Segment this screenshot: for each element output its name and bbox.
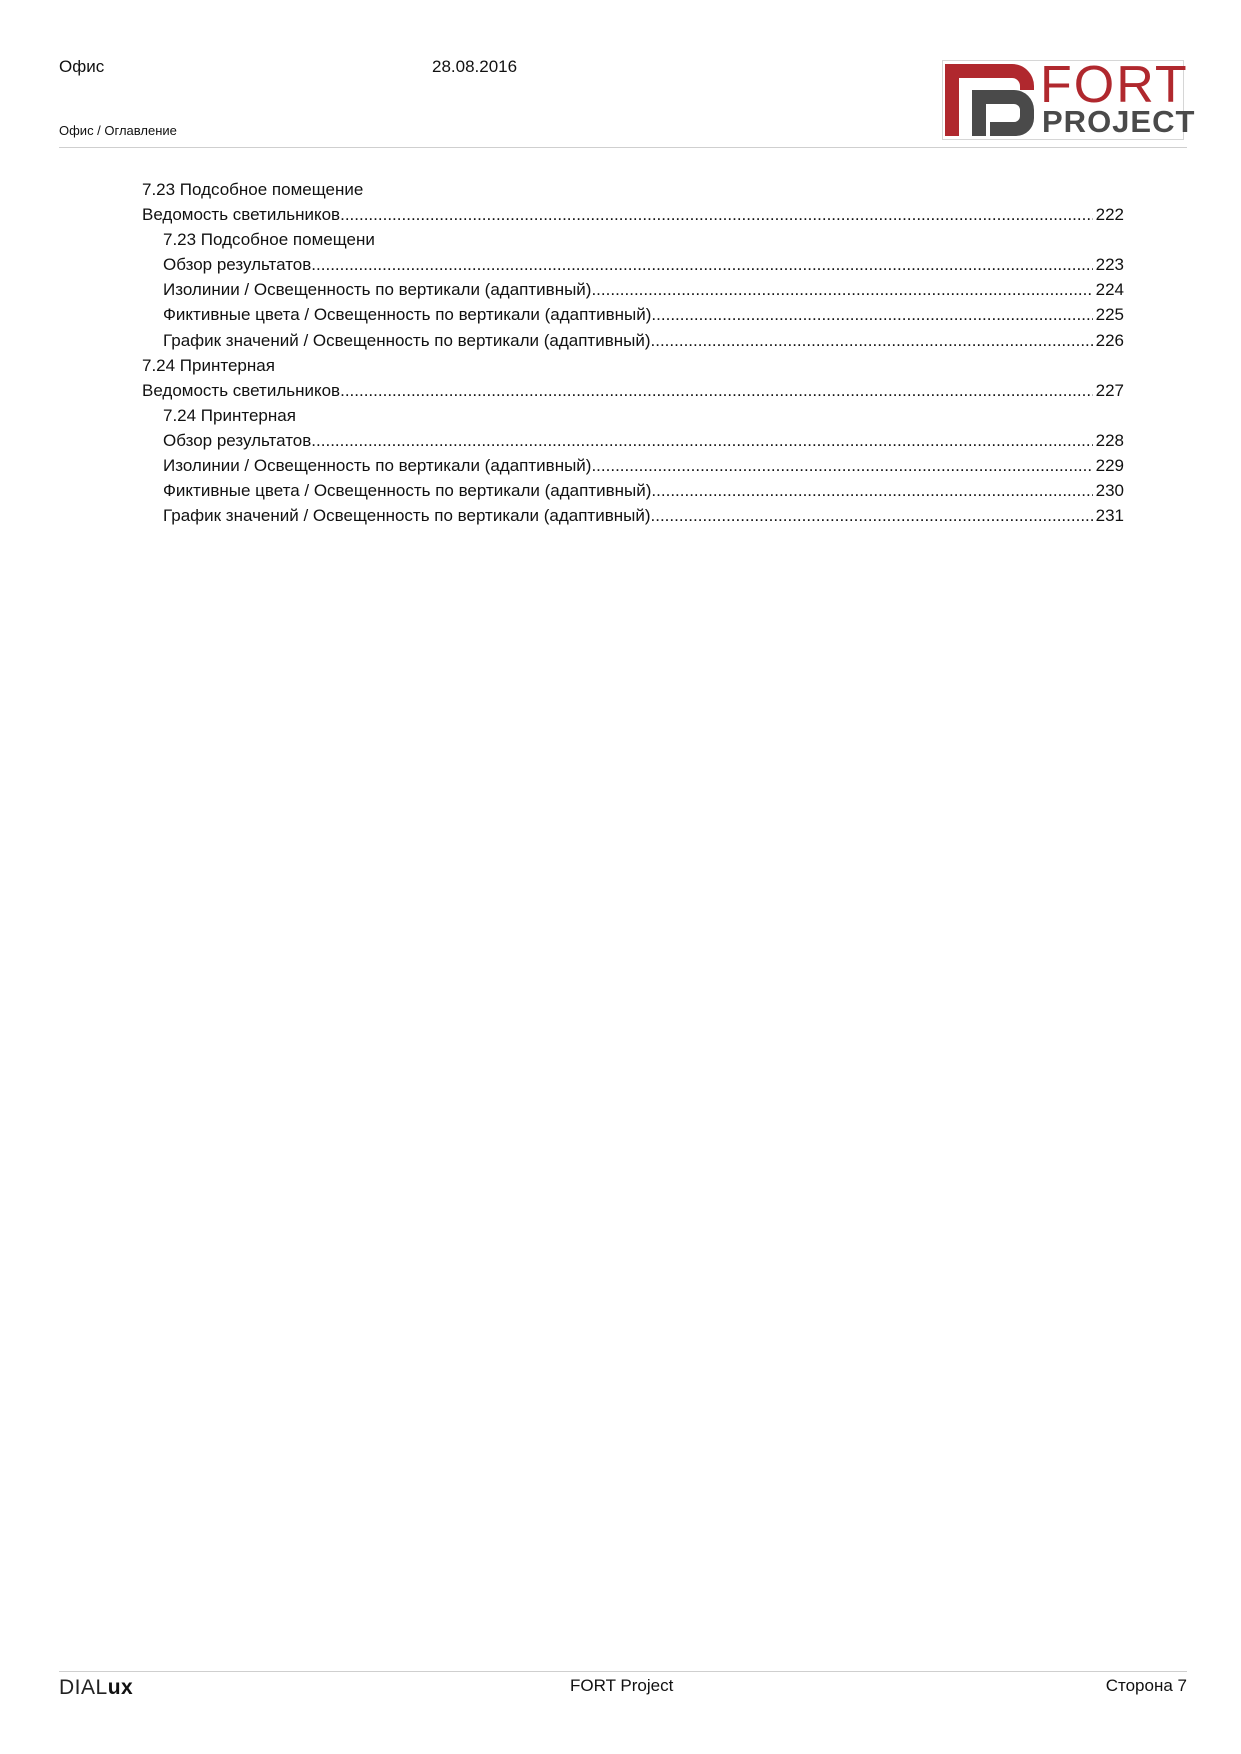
toc-entry-page: 227	[1095, 380, 1124, 400]
toc-dot-leader	[340, 202, 1093, 227]
toc-entry-title: Фиктивные цвета / Освещенность по вертикали (адаптивный)	[163, 305, 652, 325]
toc-entry-page: 223	[1095, 255, 1124, 275]
toc-dot-leader	[651, 328, 1093, 353]
toc-entry[interactable]	[142, 378, 1124, 403]
project-name: Офис	[59, 57, 105, 76]
toc-entry[interactable]	[142, 503, 1124, 528]
toc-entry-title: Изолинии / Освещенность по вертикали (адаптивный)	[163, 280, 592, 300]
dialux-logo-bold: ux	[107, 1676, 134, 1699]
report-date: 28.08.2016	[432, 57, 518, 76]
toc-entry[interactable]	[142, 277, 1124, 302]
toc-entry[interactable]	[142, 403, 1124, 428]
page-number: Сторона 7	[1105, 1676, 1187, 1695]
toc-entry-title: График значений / Освещенность по вертикали (адаптивный)	[163, 506, 651, 526]
toc-entry[interactable]	[142, 353, 1124, 378]
toc-dot-leader	[311, 252, 1092, 277]
toc-entry-page: 222	[1095, 205, 1124, 225]
toc-entry[interactable]	[142, 328, 1124, 353]
toc-entry-title: 7.23 Подсобное помещение	[142, 180, 364, 199]
toc-entry-title: Ведомость светильников	[142, 380, 341, 400]
toc-entry-page: 226	[1095, 330, 1124, 350]
dialux-logo	[59, 1676, 133, 1700]
toc-entry[interactable]	[142, 453, 1124, 478]
toc-dot-leader	[651, 478, 1092, 503]
toc-entry[interactable]	[142, 177, 1124, 202]
toc-entry-page: 231	[1095, 506, 1124, 526]
toc-entry-page: 228	[1095, 430, 1124, 450]
footer-company: FORT Project	[570, 1676, 674, 1695]
toc-entry[interactable]	[142, 428, 1124, 453]
toc-entry[interactable]	[142, 478, 1124, 503]
toc-entry-title: График значений / Освещенность по вертикали (адаптивный)	[163, 330, 651, 350]
toc-entry-page: 225	[1095, 305, 1124, 325]
table-of-contents	[142, 177, 1124, 528]
toc-entry[interactable]	[142, 202, 1124, 227]
toc-dot-leader	[651, 302, 1092, 327]
toc-entry-title: 7.24 Принтерная	[163, 405, 296, 425]
toc-entry[interactable]	[142, 302, 1124, 327]
header-divider	[59, 147, 1187, 148]
toc-dot-leader	[591, 453, 1092, 478]
toc-entry-title: Изолинии / Освещенность по вертикали (адаптивный)	[163, 456, 592, 476]
logo-text-project: PROJECT	[1042, 104, 1196, 139]
toc-entry[interactable]	[142, 227, 1124, 252]
toc-entry-page: 229	[1095, 456, 1124, 476]
dialux-logo-light: DIAL	[59, 1676, 108, 1699]
breadcrumb: Офис / Оглавление	[59, 123, 177, 138]
toc-dot-leader	[591, 277, 1092, 302]
toc-entry-title: 7.24 Принтерная	[142, 355, 275, 375]
logo-text-fort: FORT	[1040, 56, 1189, 114]
footer-divider	[59, 1671, 1187, 1672]
toc-dot-leader	[651, 503, 1093, 528]
toc-entry[interactable]	[142, 252, 1124, 277]
toc-entry-title: Обзор результатов	[163, 430, 312, 450]
toc-entry-title: Фиктивные цвета / Освещенность по вертикали (адаптивный)	[163, 481, 652, 501]
toc-entry-title: 7.23 Подсобное помещени	[163, 230, 375, 250]
fort-project-logo	[942, 56, 1196, 140]
toc-dot-leader	[340, 378, 1093, 403]
toc-dot-leader	[311, 428, 1092, 453]
toc-entry-title: Обзор результатов	[163, 255, 312, 275]
toc-entry-title: Ведомость светильников	[142, 205, 341, 225]
toc-entry-page: 230	[1095, 481, 1124, 501]
toc-entry-page: 224	[1095, 280, 1124, 300]
